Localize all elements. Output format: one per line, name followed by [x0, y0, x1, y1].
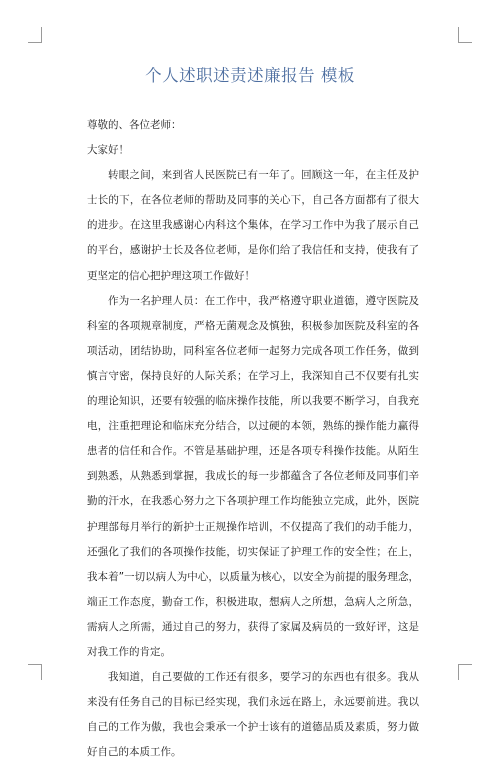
crop-mark-bottom-left — [28, 664, 42, 680]
paragraph-1: 转眼之间，来到省人民医院已有一年了。回顾这一年，在主任及护士长的下，在各位老师的帮助及同事的关心下，自己各方面都有了很大的进步。在这里我感谢心内科这个集体，在学习工作中为我了展示自己的平台，感谢护士长及各位老师，是你们给了我信任和支持，使我有了更坚定的信心把护理这项工作做好！ — [87, 169, 419, 282]
document-title: 个人述职述责述廉报告 模板 — [145, 66, 355, 85]
paragraph-3: 我知道，自己要做的工作还有很多，要学习的东西也有很多。我从来没有任务自己的目标已经实现，我们永远在路上，永远要前进。我以自己的工作为傲，我也会秉承一个护士该有的道德品质及素质，努力做好自己的本质工作。 — [87, 671, 419, 759]
salutation: 尊敬的、各位老师： — [87, 119, 182, 131]
crop-mark-top-left — [28, 27, 42, 43]
greeting: 大家好！ — [87, 144, 129, 157]
document-body — [87, 113, 419, 765]
paragraph-2: 作为一名护理人员：在工作中，我严格遵守职业道德，遵守医院及科室的各项规章制度，严格无菌观念及慎独，积极参加医院及科室的各项活动，团结协助，同科室各位老师一起努力完成各项工作任务，做到慎言守密，保持良好的人际关系；在学习上，我深知自己不仅要有扎实的理论知识，还要有较强的临床操作技能，所以我要不断学习，自我充电，注重把理论和临床充分结合，以过硬的本领，熟练的操作能力赢得患者的信任和合作。不管是基础护理，还是各项专科操作技能。从陌生到熟悉，从熟悉到掌握，我成长的每一步都蕴含了各位老师及同事们辛勤的汗水，在我悉心努力之下各项护理工作均能独立完成，此外，医院护理部每月举行的新护士正规操作培训，不仅提高了我们的动手能力，还强化了我们的各项操作技能，切实保证了护理工作的安全性；在上，我本着”一切以病人为中心，以质量为核心，以安全为前提的服务理念，端正工作态度，勤奋工作，积极进取，想病人之所想，急病人之所急，需病人之所需，通过自己的努力，获得了家属及病员的一致好评，这是对我工作的肯定。 — [87, 294, 419, 658]
crop-mark-bottom-right — [458, 664, 472, 680]
crop-mark-top-right — [458, 27, 472, 43]
